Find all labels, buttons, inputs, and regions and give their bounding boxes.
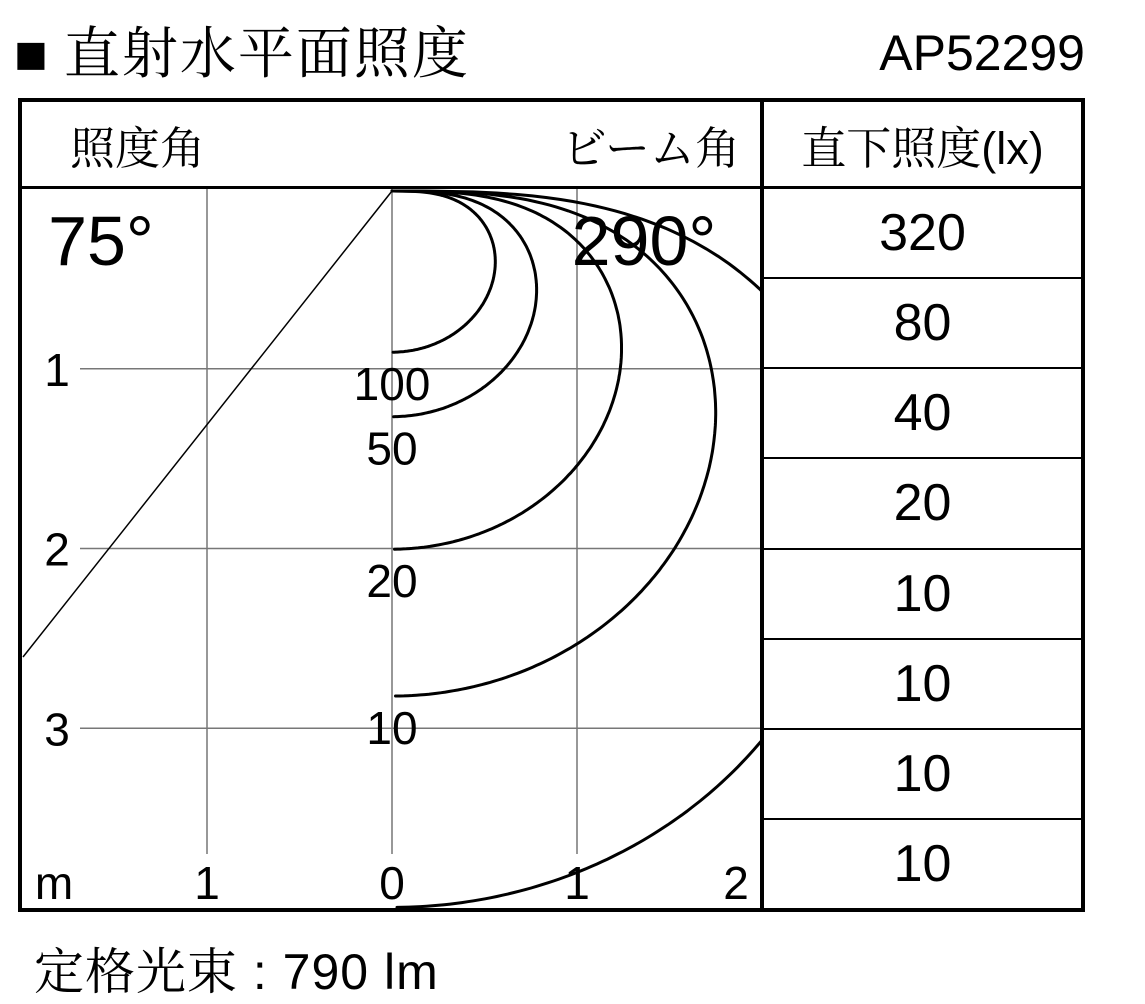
- illuminance-value: 10: [893, 564, 952, 623]
- iso-lux-label-20: 20: [366, 555, 418, 608]
- illuminance-row: [764, 457, 1081, 547]
- x-tick-label: 2: [723, 857, 749, 908]
- iso-lux-chart: [22, 189, 760, 908]
- direct-illuminance-header-cell: [760, 102, 1081, 186]
- y-tick-label: 2: [44, 523, 70, 576]
- rated-flux-text: 定格光束 : 790 lm: [34, 944, 439, 1000]
- x-tick-label: 0: [379, 857, 405, 908]
- titlebar: [14, 20, 1085, 88]
- illuminance-value: 80: [893, 294, 952, 353]
- direct-illuminance-header: 直下照度(lx): [801, 122, 1044, 174]
- illuminance-angle-header: 照度角: [70, 122, 206, 174]
- chart-header-cell: [22, 102, 760, 186]
- illuminance-value: 10: [893, 654, 952, 713]
- x-tick-label: 1: [194, 857, 220, 908]
- illuminance-row: [764, 548, 1081, 638]
- illuminance-row: [764, 638, 1081, 728]
- illuminance-angle-value: 75°: [48, 202, 154, 280]
- illuminance-value: 40: [893, 384, 952, 443]
- section-bullet-icon: ■: [14, 22, 48, 85]
- y-tick-label: 1: [44, 343, 70, 396]
- illuminance-row: [764, 818, 1081, 908]
- iso-lux-label-10: 10: [366, 702, 418, 755]
- beam-angle-header: ビーム角: [561, 122, 740, 174]
- table-body: [22, 189, 1081, 908]
- beam-angle-value: 290°: [571, 202, 717, 280]
- x-tick-label: m: [34, 857, 74, 908]
- iso-lux-label-100: 100: [353, 358, 431, 411]
- illuminance-value: 320: [879, 204, 966, 263]
- illuminance-row: [764, 367, 1081, 457]
- chart-cell: [22, 189, 760, 908]
- product-code: AP52299: [879, 25, 1085, 81]
- y-tick-label: 3: [44, 703, 70, 756]
- iso-lux-curve-100: [392, 191, 495, 352]
- illuminance-row: [764, 728, 1081, 818]
- direct-illuminance-column: [760, 189, 1081, 908]
- x-tick-label: 1: [564, 857, 590, 908]
- illuminance-value: 10: [893, 834, 952, 893]
- illuminance-value: 20: [893, 474, 952, 533]
- illuminance-row: [764, 189, 1081, 277]
- photometric-table: [18, 98, 1085, 912]
- illuminance-value: 10: [893, 744, 952, 803]
- iso-lux-label-50: 50: [366, 422, 418, 475]
- table-header-row: [22, 102, 1081, 189]
- page-title: 直射水平面照度: [63, 22, 470, 85]
- illuminance-row: [764, 277, 1081, 367]
